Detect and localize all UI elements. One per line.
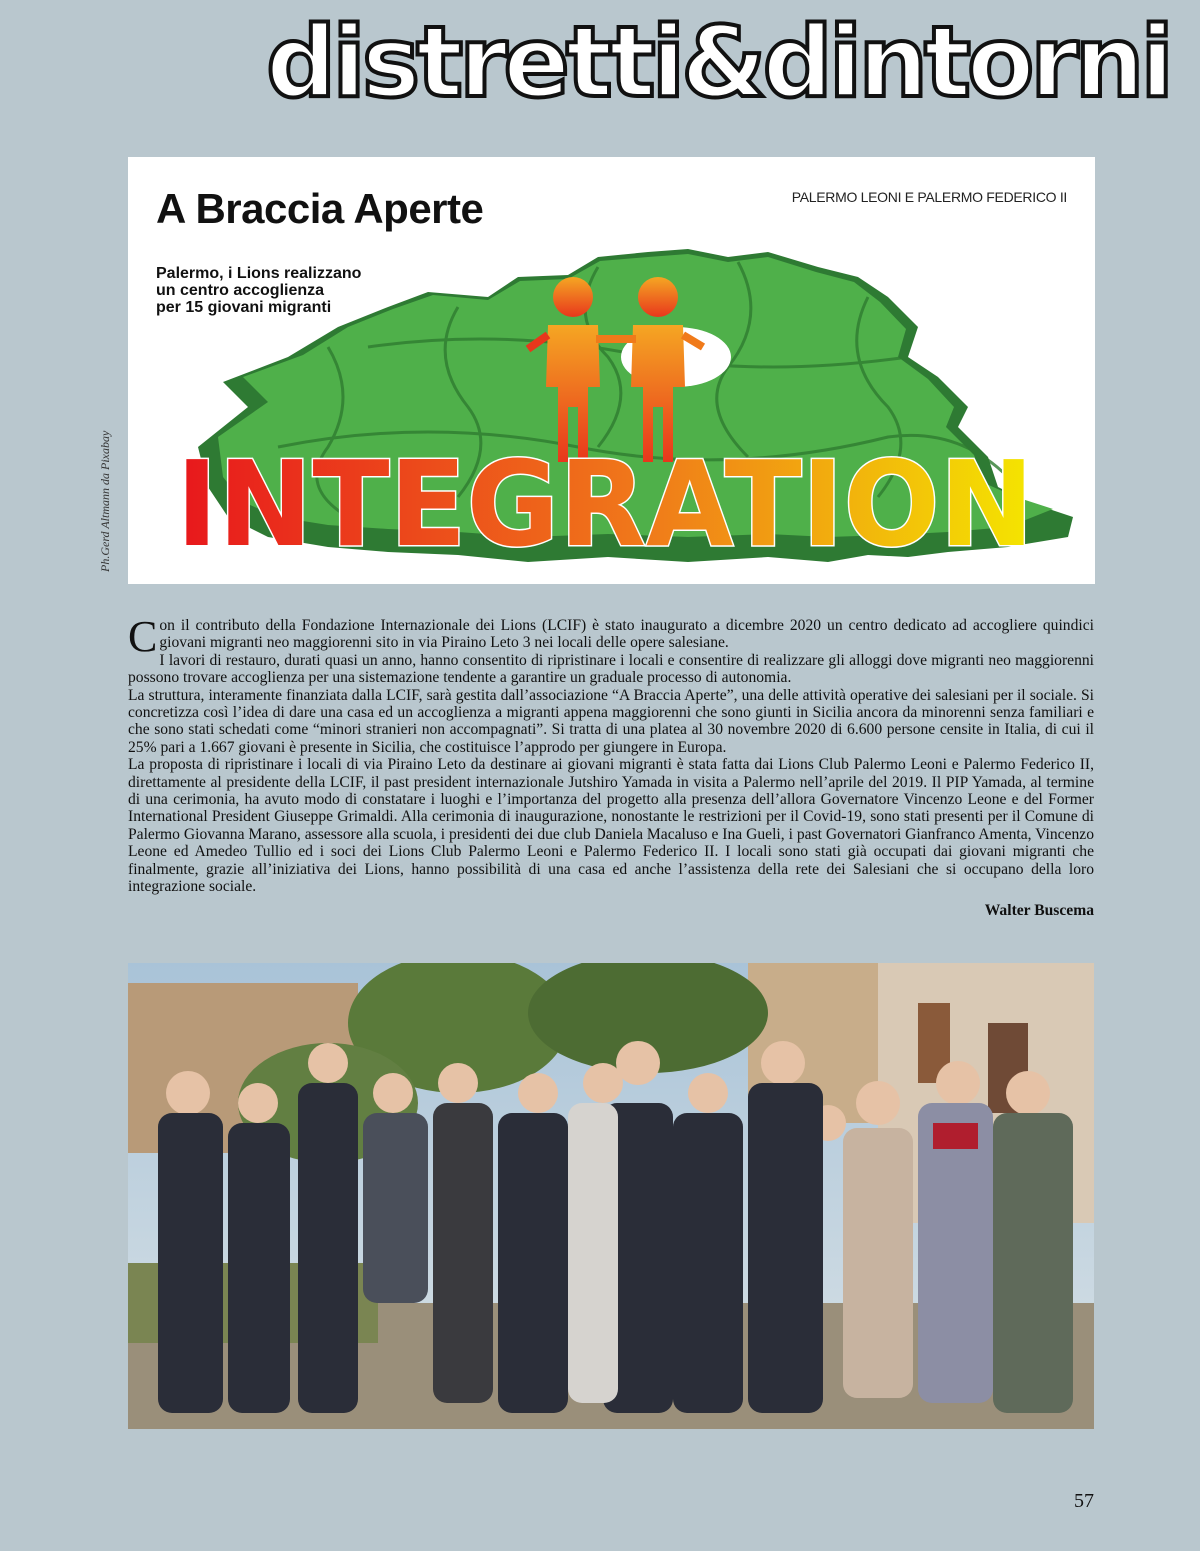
group-photo [128, 963, 1094, 1429]
paragraph: La struttura, interamente finanziata dalla LCIF, sarà gestita dall’associazione “A Braccia Aperte”, una delle attività operative dei salesiani per il sociale. Si concretizza così l’idea di dare una casa ed un accoglienza a migranti appena maggiorenni che sono giunti in Sicilia ancora da minorenni senza familiari e che sono stati schedati come “minori stranieri non accompagnati”. Si tratta di una platea al 30 novembre 2020 di 6.600 persone censite in Italia, di cui il 25% pari a 1.667 giovani è presente in Sicilia, che costituisce l’approdo per giungere in Europa. [128, 686, 1094, 756]
paragraph: La proposta di ripristinare i locali di via Piraino Leto da destinare ai giovani migranti è stata fatta dai Lions Club Palermo Leoni e Palermo Federico II, direttamente al presidente della LCIF, il past president internazionale Jutshiro Yamada in visita a Palermo nell’aprile del 2019. Il PIP Yamada, al termine di una cerimonia, ha avuto modo di constatare i luoghi e l’importanza del progetto alla presenza dell’allora Governatore Vincenzo Leone e del Former International President Giuseppe Grimaldi. Alla cerimonia di inaugurazione, nonostante le restrizioni per il Covid-19, sono stati presenti per il Comune di Palermo Giovanna Marano, assessore alla scuola, i presidenti dei due club Daniela Macaluso e Ina Gueli, i past Governatori Gianfranco Amenta, Vincenzo Leone ed Amedeo Tullio ed i soci dei Lions Club Palermo Leoni e Palermo Federico II. I locali sono stati già occupati dai giovani migranti che finalmente, grazie all’iniziativa dei Lions, hanno possibilità di una casa ed anche l’assistenza della rete dei Salesiani che si occupano della loro integrazione sociale. [128, 756, 1094, 896]
subtitle-line: un centro accoglienza [156, 282, 325, 299]
article-subtitle [156, 265, 396, 316]
subtitle-line: Palermo, i Lions realizzano [156, 265, 362, 282]
integration-word: INTEGRATION [176, 435, 1034, 573]
paragraph [128, 612, 1094, 661]
subtitle-line: per 15 giovani migranti [156, 299, 332, 316]
author-byline: Walter Buscema [984, 901, 1094, 919]
hero-banner [128, 157, 1095, 584]
article-body [128, 612, 1094, 919]
page-number: 57 [1074, 1490, 1094, 1512]
group-photo-illustration [128, 963, 1094, 1429]
drop-cap: C [128, 612, 158, 661]
section-masthead: distretti&dintorni [266, 6, 1170, 120]
club-kicker: PALERMO LEONI E PALERMO FEDERICO II [791, 189, 1067, 205]
paragraph: I lavori di restauro, durati quasi un anno, hanno consentito di ripristinare i locali e consentire di realizzare gli alloggi dove migranti neo maggiorenni possono trovare accoglienza per una sistemazione tendente a garantire un graduale processo di autonomia. [128, 651, 1094, 687]
article-title: A Braccia Aperte [156, 185, 484, 232]
photo-credit: Ph.Gerd Altmann da Pixabay [98, 430, 112, 572]
paragraph-text: on il contributo della Fondazione Internazionale dei Lions (LCIF) è stato inaugurato a dicembre 2020 un centro dedicato ad accogliere quindici giovani migranti neo maggiorenni sito in via Piraino Leto 3 nei locali delle opere salesiane. [159, 617, 1094, 652]
